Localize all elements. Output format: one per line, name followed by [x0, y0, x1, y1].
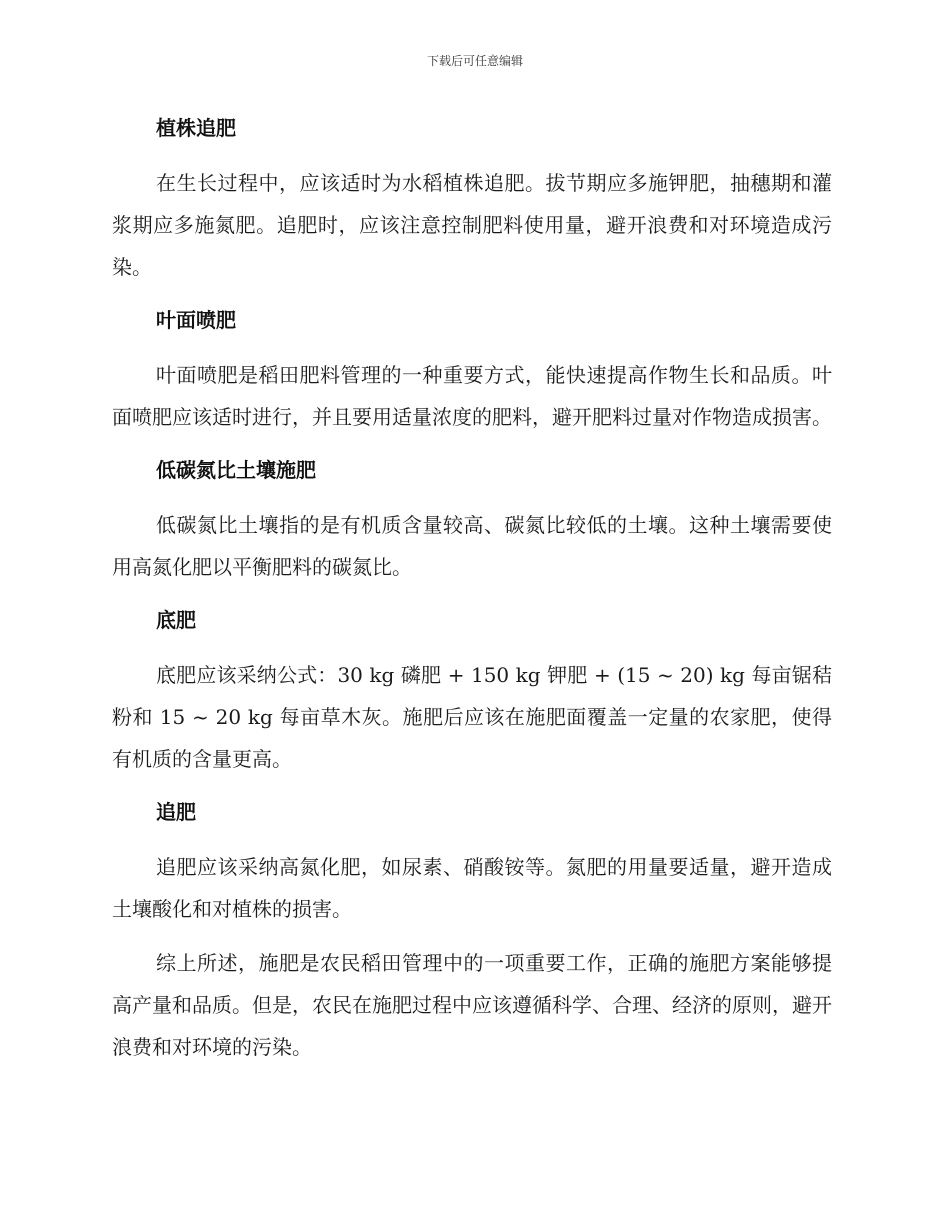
document-body	[112, 108, 832, 1068]
section-heading: 叶面喷肥	[156, 308, 236, 332]
section-paragraph: 叶面喷肥是稻田肥料管理的一种重要方式，能快速提高作物生长和品质。叶面喷肥应该适时进行，并且要用适量浓度的肥料，避开肥料过量对作物造成损害。	[112, 363, 832, 429]
header-note: 下载后可任意编辑	[426, 54, 523, 68]
conclusion-paragraph: 综上所述，施肥是农民稻田管理中的一项重要工作，正确的施肥方案能够提高产量和品质。但是，农民在施肥过程中应该遵循科学、合理、经济的原则，避开浪费和对环境的污染。	[112, 951, 832, 1059]
section-heading: 底肥	[156, 608, 196, 632]
section-heading: 追肥	[156, 800, 196, 824]
section-paragraph: 追肥应该采纳高氮化肥，如尿素、硝酸铵等。氮肥的用量要适量，避开造成土壤酸化和对植株的损害。	[112, 855, 832, 921]
section-paragraph: 底肥应该采纳公式：30 kg 磷肥 + 150 kg 钾肥 + (15 ~ 20) kg 每亩锯秸粉和 15 ~ 20 kg 每亩草木灰。施肥后应该在施肥面覆盖一定量的农家肥，使得有机质的含量更高。	[112, 663, 832, 771]
section-paragraph: 在生长过程中，应该适时为水稻植株追肥。拔节期应多施钾肥，抽穗期和灌浆期应多施氮肥。追肥时，应该注意控制肥料使用量，避开浪费和对环境造成污染。	[112, 171, 832, 279]
section-heading: 植株追肥	[156, 116, 236, 140]
section-heading: 低碳氮比土壤施肥	[156, 458, 316, 482]
section-paragraph: 低碳氮比土壤指的是有机质含量较高、碳氮比较低的土壤。这种土壤需要使用高氮化肥以平衡肥料的碳氮比。	[112, 513, 832, 579]
